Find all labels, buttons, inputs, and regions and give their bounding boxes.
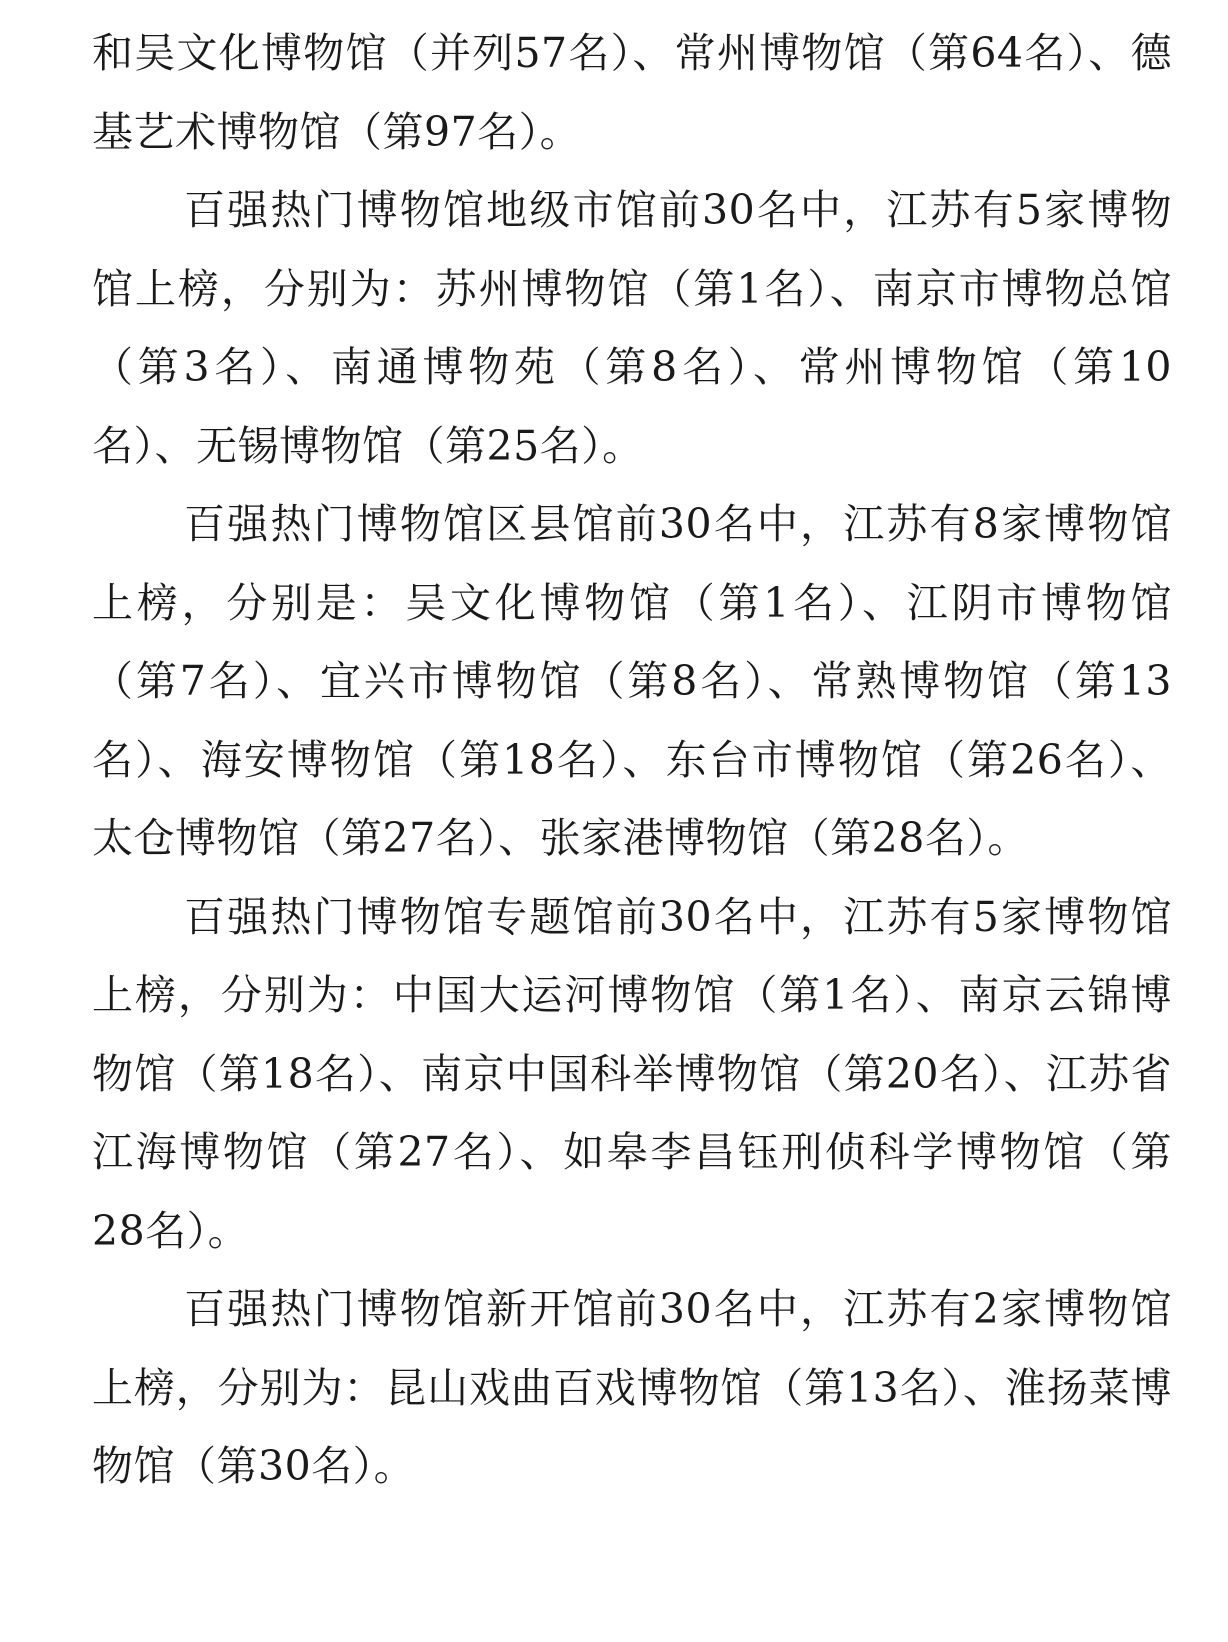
paragraph-thematic-museums: 百强热门博物馆专题馆前30名中，江苏有5家博物馆上榜，分别为：中国大运河博物馆（第1名）、南京云锦博物馆（第18名）、南京中国科举博物馆（第20名）、江苏省江海博物馆（第27名）、如皋李昌钰刑侦科学博物馆（第28名）。 xyxy=(92,892,1172,1255)
paragraph-new-museums: 百强热门博物馆新开馆前30名中，江苏有2家博物馆上榜，分别为：昆山戏曲百戏博物馆（第13名）、淮扬菜博物馆（第30名）。 xyxy=(92,1285,1172,1490)
document-page xyxy=(92,14,1172,1506)
paragraph-prefecture-museums: 百强热门博物馆地级市馆前30名中，江苏有5家博物馆上榜，分别为：苏州博物馆（第1名）、南京市博物总馆（第3名）、南通博物苑（第8名）、常州博物馆（第10名）、无锡博物馆（第25名）。 xyxy=(92,186,1172,470)
paragraph-county-museums: 百强热门博物馆区县馆前30名中，江苏有8家博物馆上榜，分别是：吴文化博物馆（第1名）、江阴市博物馆（第7名）、宜兴市博物馆（第8名）、常熟博物馆（第13名）、海安博物馆（第18名）、东台市博物馆（第26名）、太仓博物馆（第27名）、张家港博物馆（第28名）。 xyxy=(92,500,1172,862)
paragraph-continuation: 和吴文化博物馆（并列57名）、常州博物馆（第64名）、德基艺术博物馆（第97名）。 xyxy=(92,29,1172,156)
